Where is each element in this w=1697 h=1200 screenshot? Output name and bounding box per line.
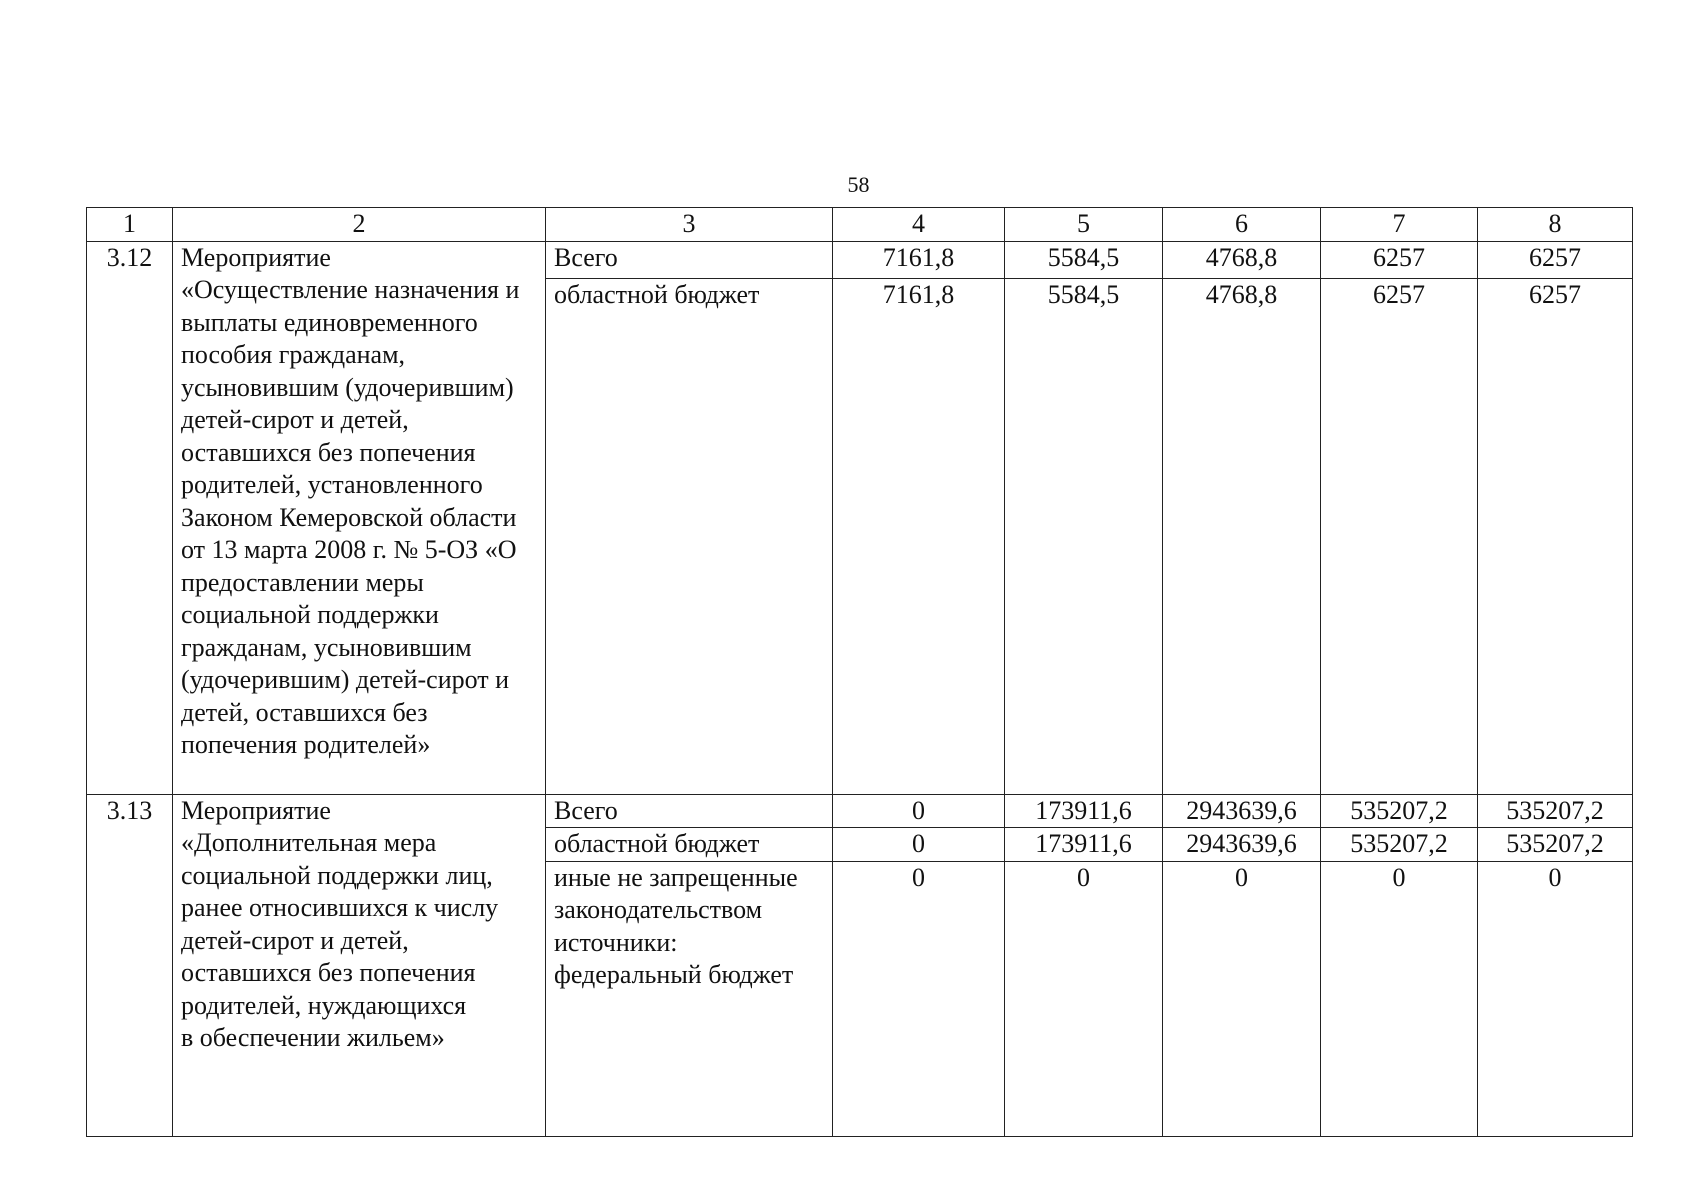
header-col-8: 8	[1478, 208, 1633, 242]
value-col-6: 0	[1163, 861, 1321, 1136]
value-col-5: 173911,6	[1005, 794, 1163, 828]
value-col-7: 0	[1321, 861, 1478, 1136]
funding-source: областной бюджет	[546, 828, 833, 862]
value-col-8: 6257	[1478, 278, 1633, 794]
value-col-7: 6257	[1321, 241, 1478, 278]
value-col-4: 0	[833, 861, 1005, 1136]
value-col-8: 535207,2	[1478, 794, 1633, 828]
value-col-6: 4768,8	[1163, 241, 1321, 278]
header-col-5: 5	[1005, 208, 1163, 242]
row-number: 3.12	[87, 241, 173, 794]
header-col-2: 2	[173, 208, 546, 242]
budget-table	[86, 207, 1633, 1137]
value-col-8: 6257	[1478, 241, 1633, 278]
header-col-4: 4	[833, 208, 1005, 242]
funding-source: Всего	[546, 794, 833, 828]
measure-description: Мероприятие «Дополнительная мера социальной поддержки лиц, ранее относившихся к числу детей-сирот и детей, оставшихся без попечения родителей, нуждающихся в обеспечении жильем»	[173, 794, 546, 1136]
value-col-6: 2943639,6	[1163, 794, 1321, 828]
value-col-5: 173911,6	[1005, 828, 1163, 862]
table-row	[87, 794, 1633, 828]
measure-description: Мероприятие «Осуществление назначения и выплаты единовременного пособия гражданам, усыновившим (удочерившим) детей-сирот и детей, оставшихся без попечения родителей, установленного Законом Кемеровской области от 13 марта 2008 г. № 5-ОЗ «О предоставлении меры социальной поддержки гражданам, усыновившим (удочерившим) детей-сирот и детей, оставшихся без попечения родителей»	[173, 241, 546, 794]
value-col-4: 7161,8	[833, 241, 1005, 278]
value-col-5: 5584,5	[1005, 278, 1163, 794]
header-col-3: 3	[546, 208, 833, 242]
value-col-8: 0	[1478, 861, 1633, 1136]
value-col-6: 2943639,6	[1163, 828, 1321, 862]
value-col-8: 535207,2	[1478, 828, 1633, 862]
value-col-7: 535207,2	[1321, 828, 1478, 862]
value-col-4: 7161,8	[833, 278, 1005, 794]
value-col-6: 4768,8	[1163, 278, 1321, 794]
value-col-4: 0	[833, 828, 1005, 862]
page-number: 58	[847, 172, 870, 197]
column-number-header-row	[87, 208, 1633, 242]
row-number: 3.13	[87, 794, 173, 1136]
funding-source: Всего	[546, 241, 833, 278]
value-col-4: 0	[833, 794, 1005, 828]
value-col-5: 5584,5	[1005, 241, 1163, 278]
value-col-7: 535207,2	[1321, 794, 1478, 828]
table-row	[87, 241, 1633, 278]
funding-source: иные не запрещенные законодательством источники: федеральный бюджет	[546, 861, 833, 1136]
value-col-5: 0	[1005, 861, 1163, 1136]
header-col-7: 7	[1321, 208, 1478, 242]
value-col-7: 6257	[1321, 278, 1478, 794]
funding-source: областной бюджет	[546, 278, 833, 794]
header-col-6: 6	[1163, 208, 1321, 242]
header-col-1: 1	[87, 208, 173, 242]
